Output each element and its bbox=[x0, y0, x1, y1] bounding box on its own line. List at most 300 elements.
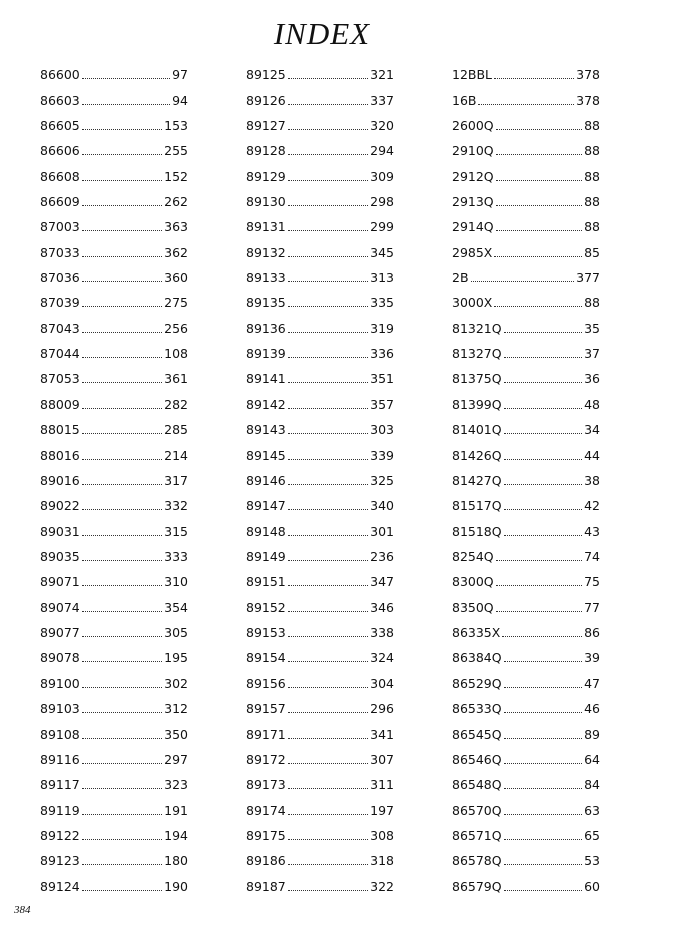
index-entry bbox=[40, 772, 188, 797]
index-entry bbox=[452, 645, 600, 670]
entry-page-number: 333 bbox=[164, 549, 188, 564]
dot-leader bbox=[494, 256, 582, 257]
entry-page-number: 108 bbox=[164, 346, 188, 362]
entry-page-number: 255 bbox=[164, 143, 188, 159]
entry-page-number: 341 bbox=[370, 726, 394, 742]
entry-page-number: 88 bbox=[584, 117, 600, 133]
entry-page-number: 297 bbox=[164, 751, 188, 767]
entry-code: 89133 bbox=[246, 270, 286, 286]
dot-leader bbox=[496, 611, 582, 612]
entry-code: 87003 bbox=[40, 219, 80, 235]
dot-leader bbox=[494, 78, 574, 79]
entry-code: 89147 bbox=[246, 498, 286, 514]
index-entry bbox=[246, 696, 394, 721]
dot-leader bbox=[504, 332, 582, 333]
dot-leader bbox=[288, 281, 368, 282]
entry-code: 89131 bbox=[246, 219, 286, 235]
index-entry bbox=[40, 620, 188, 645]
entry-code: 8254Q bbox=[452, 549, 494, 564]
entry-page-number: 357 bbox=[370, 396, 394, 412]
entry-page-number: 336 bbox=[370, 346, 394, 362]
index-entry bbox=[40, 493, 188, 518]
index-entry bbox=[40, 569, 188, 594]
entry-code: 86384Q bbox=[452, 650, 502, 666]
page-number: 384 bbox=[14, 904, 31, 916]
index-entry bbox=[246, 341, 394, 366]
entry-page-number: 282 bbox=[164, 396, 188, 412]
entry-page-number: 43 bbox=[584, 523, 600, 539]
entry-page-number: 48 bbox=[584, 396, 600, 412]
dot-leader bbox=[288, 687, 368, 688]
entry-code: 12BBL bbox=[452, 67, 493, 83]
entry-code: 89130 bbox=[246, 193, 286, 209]
entry-page-number: 321 bbox=[370, 67, 394, 83]
entry-code: 89100 bbox=[40, 675, 80, 691]
index-entry bbox=[246, 214, 394, 239]
dot-leader bbox=[82, 712, 162, 713]
index-entry bbox=[40, 645, 188, 670]
index-entry bbox=[452, 290, 600, 315]
entry-page-number: 337 bbox=[370, 92, 394, 108]
entry-code: 89141 bbox=[246, 371, 286, 387]
index-entry bbox=[246, 392, 394, 417]
entry-page-number: 313 bbox=[370, 270, 394, 286]
entry-code: 89129 bbox=[246, 168, 286, 184]
index-entry bbox=[40, 874, 188, 899]
index-entry bbox=[246, 290, 394, 315]
entry-code: 2913Q bbox=[452, 193, 494, 209]
dot-leader bbox=[504, 535, 582, 536]
dot-leader bbox=[504, 890, 582, 891]
dot-leader bbox=[82, 814, 162, 815]
index-entry bbox=[452, 468, 600, 493]
entry-code: 89186 bbox=[246, 853, 286, 869]
entry-code: 89022 bbox=[40, 498, 80, 514]
dot-leader bbox=[478, 104, 574, 105]
index-entry bbox=[40, 544, 188, 569]
entry-page-number: 301 bbox=[370, 523, 394, 539]
index-entry bbox=[40, 468, 188, 493]
entry-page-number: 256 bbox=[164, 320, 188, 336]
index-entry bbox=[452, 113, 600, 138]
index-entry bbox=[452, 138, 600, 163]
dot-leader bbox=[504, 408, 582, 409]
entry-page-number: 89 bbox=[584, 726, 600, 742]
entry-page-number: 347 bbox=[370, 574, 394, 590]
entry-page-number: 88 bbox=[584, 168, 600, 184]
index-entry bbox=[452, 163, 600, 188]
entry-code: 87043 bbox=[40, 320, 80, 336]
entry-code: 2914Q bbox=[452, 219, 494, 235]
entry-code: 89031 bbox=[40, 523, 80, 539]
index-column-1 bbox=[40, 62, 188, 899]
entry-code: 81518Q bbox=[452, 523, 502, 539]
dot-leader bbox=[288, 256, 368, 257]
index-entry bbox=[40, 341, 188, 366]
entry-code: 88009 bbox=[40, 396, 80, 412]
entry-page-number: 310 bbox=[164, 574, 188, 590]
entry-page-number: 84 bbox=[584, 777, 600, 793]
dot-leader bbox=[288, 712, 368, 713]
index-entry bbox=[246, 87, 394, 112]
entry-code: 89127 bbox=[246, 117, 286, 133]
entry-page-number: 296 bbox=[370, 701, 394, 717]
index-entry bbox=[246, 417, 394, 442]
index-entry bbox=[246, 138, 394, 163]
dot-leader bbox=[504, 687, 582, 688]
entry-code: 89074 bbox=[40, 599, 80, 615]
index-entry bbox=[452, 797, 600, 822]
index-entry bbox=[452, 392, 600, 417]
entry-code: 86608 bbox=[40, 168, 80, 184]
dot-leader bbox=[496, 560, 582, 561]
entry-page-number: 94 bbox=[172, 92, 188, 108]
entry-page-number: 308 bbox=[370, 827, 394, 843]
entry-page-number: 351 bbox=[370, 371, 394, 387]
entry-code: 81517Q bbox=[452, 498, 502, 514]
index-entry bbox=[40, 747, 188, 772]
index-entry bbox=[246, 620, 394, 645]
dot-leader bbox=[288, 484, 368, 485]
dot-leader bbox=[288, 433, 368, 434]
entry-page-number: 88 bbox=[584, 143, 600, 159]
dot-leader bbox=[288, 560, 368, 561]
index-entry bbox=[40, 62, 188, 87]
index-entry bbox=[452, 518, 600, 543]
index-entry bbox=[452, 417, 600, 442]
entry-code: 86609 bbox=[40, 193, 80, 209]
dot-leader bbox=[504, 839, 582, 840]
entry-page-number: 65 bbox=[584, 827, 600, 843]
entry-code: 86529Q bbox=[452, 675, 502, 691]
index-entry bbox=[246, 823, 394, 848]
dot-leader bbox=[288, 585, 368, 586]
entry-code: 89135 bbox=[246, 295, 286, 311]
dot-leader bbox=[82, 230, 162, 231]
entry-code: 89143 bbox=[246, 422, 286, 438]
entry-page-number: 303 bbox=[370, 422, 394, 438]
dot-leader bbox=[288, 814, 368, 815]
entry-code: 86603 bbox=[40, 92, 80, 108]
entry-code: 81375Q bbox=[452, 371, 502, 387]
dot-leader bbox=[494, 306, 582, 307]
entry-code: 86605 bbox=[40, 117, 80, 133]
dot-leader bbox=[82, 864, 162, 865]
dot-leader bbox=[82, 611, 162, 612]
entry-page-number: 36 bbox=[584, 371, 600, 387]
entry-page-number: 299 bbox=[370, 219, 394, 235]
index-entry bbox=[246, 721, 394, 746]
index-entry bbox=[40, 848, 188, 873]
dot-leader bbox=[82, 180, 162, 181]
dot-leader bbox=[82, 890, 162, 891]
index-entry bbox=[246, 595, 394, 620]
entry-code: 86578Q bbox=[452, 853, 502, 869]
index-entry bbox=[452, 772, 600, 797]
entry-code: 89171 bbox=[246, 726, 286, 742]
index-entry bbox=[246, 493, 394, 518]
entry-code: 89078 bbox=[40, 650, 80, 666]
entry-page-number: 42 bbox=[584, 498, 600, 514]
entry-page-number: 346 bbox=[370, 599, 394, 615]
dot-leader bbox=[288, 738, 368, 739]
index-entry bbox=[246, 240, 394, 265]
dot-leader bbox=[82, 357, 162, 358]
dot-leader bbox=[82, 433, 162, 434]
entry-code: 89173 bbox=[246, 777, 286, 793]
entry-page-number: 302 bbox=[164, 675, 188, 691]
entry-code: 89149 bbox=[246, 549, 286, 564]
index-column-2 bbox=[246, 62, 394, 899]
entry-code: 89119 bbox=[40, 802, 80, 818]
index-entry bbox=[40, 442, 188, 467]
entry-page-number: 360 bbox=[164, 270, 188, 286]
dot-leader bbox=[288, 535, 368, 536]
entry-code: 2910Q bbox=[452, 143, 494, 159]
index-entry bbox=[40, 721, 188, 746]
entry-page-number: 152 bbox=[164, 168, 188, 184]
entry-page-number: 88 bbox=[584, 295, 600, 311]
entry-code: 86545Q bbox=[452, 726, 502, 742]
dot-leader bbox=[504, 509, 582, 510]
entry-page-number: 340 bbox=[370, 498, 394, 514]
entry-page-number: 378 bbox=[576, 92, 600, 108]
index-entry bbox=[246, 747, 394, 772]
index-entry bbox=[246, 468, 394, 493]
entry-code: 89071 bbox=[40, 574, 80, 590]
index-entry bbox=[40, 316, 188, 341]
entry-code: 89124 bbox=[40, 878, 80, 894]
entry-page-number: 320 bbox=[370, 117, 394, 133]
dot-leader bbox=[82, 205, 162, 206]
entry-page-number: 35 bbox=[584, 320, 600, 336]
entry-page-number: 60 bbox=[584, 878, 600, 894]
index-entry bbox=[40, 366, 188, 391]
index-entry bbox=[246, 874, 394, 899]
entry-code: 81327Q bbox=[452, 346, 502, 362]
entry-code: 81426Q bbox=[452, 447, 502, 463]
dot-leader bbox=[288, 459, 368, 460]
index-entry bbox=[40, 671, 188, 696]
index-entry bbox=[40, 290, 188, 315]
index-entry bbox=[246, 189, 394, 214]
entry-page-number: 180 bbox=[164, 853, 188, 869]
entry-page-number: 262 bbox=[164, 193, 188, 209]
entry-code: 81427Q bbox=[452, 472, 502, 488]
entry-page-number: 311 bbox=[370, 777, 394, 793]
dot-leader bbox=[496, 585, 582, 586]
entry-code: 89117 bbox=[40, 777, 80, 793]
index-entry bbox=[246, 797, 394, 822]
entry-page-number: 285 bbox=[164, 422, 188, 438]
index-entry bbox=[452, 87, 600, 112]
entry-code: 89154 bbox=[246, 650, 286, 666]
entry-code: 89103 bbox=[40, 701, 80, 717]
entry-page-number: 315 bbox=[164, 523, 188, 539]
entry-code: 89116 bbox=[40, 751, 80, 767]
entry-code: 89123 bbox=[40, 853, 80, 869]
dot-leader bbox=[288, 230, 368, 231]
index-entry bbox=[40, 240, 188, 265]
index-entry bbox=[246, 671, 394, 696]
entry-code: 86548Q bbox=[452, 777, 502, 793]
dot-leader bbox=[288, 611, 368, 612]
entry-page-number: 323 bbox=[164, 777, 188, 793]
entry-code: 2600Q bbox=[452, 117, 494, 133]
index-entry bbox=[40, 797, 188, 822]
index-entry bbox=[40, 189, 188, 214]
entry-code: 2985X bbox=[452, 244, 493, 260]
entry-page-number: 275 bbox=[164, 295, 188, 311]
dot-leader bbox=[288, 788, 368, 789]
dot-leader bbox=[82, 382, 162, 383]
entry-page-number: 335 bbox=[370, 295, 394, 311]
entry-code: 86600 bbox=[40, 67, 80, 83]
entry-page-number: 77 bbox=[584, 599, 600, 615]
index-entry bbox=[40, 138, 188, 163]
index-entry bbox=[40, 696, 188, 721]
index-entry bbox=[246, 442, 394, 467]
dot-leader bbox=[82, 560, 162, 561]
entry-code: 87033 bbox=[40, 244, 80, 260]
entry-page-number: 63 bbox=[584, 802, 600, 818]
index-entry bbox=[452, 721, 600, 746]
entry-page-number: 39 bbox=[584, 650, 600, 666]
entry-code: 81321Q bbox=[452, 320, 502, 336]
entry-code: 89035 bbox=[40, 549, 80, 564]
dot-leader bbox=[502, 636, 582, 637]
entry-code: 89148 bbox=[246, 523, 286, 539]
entry-page-number: 236 bbox=[370, 549, 394, 564]
entry-code: 89187 bbox=[246, 878, 286, 894]
dot-leader bbox=[288, 154, 368, 155]
index-entry bbox=[246, 316, 394, 341]
dot-leader bbox=[82, 788, 162, 789]
dot-leader bbox=[288, 205, 368, 206]
entry-code: 86606 bbox=[40, 143, 80, 159]
dot-leader bbox=[82, 738, 162, 739]
index-entry bbox=[452, 316, 600, 341]
entry-code: 8350Q bbox=[452, 599, 494, 615]
index-entry bbox=[452, 493, 600, 518]
entry-page-number: 37 bbox=[584, 346, 600, 362]
index-entry bbox=[246, 645, 394, 670]
dot-leader bbox=[82, 256, 162, 257]
dot-leader bbox=[496, 129, 582, 130]
entry-code: 89126 bbox=[246, 92, 286, 108]
index-entry bbox=[452, 214, 600, 239]
index-entry bbox=[246, 569, 394, 594]
entry-page-number: 44 bbox=[584, 447, 600, 463]
entry-code: 89122 bbox=[40, 827, 80, 843]
entry-page-number: 317 bbox=[164, 472, 188, 488]
dot-leader bbox=[82, 408, 162, 409]
index-entry bbox=[452, 823, 600, 848]
entry-page-number: 88 bbox=[584, 219, 600, 235]
dot-leader bbox=[504, 712, 582, 713]
entry-code: 89153 bbox=[246, 625, 286, 641]
entry-page-number: 194 bbox=[164, 827, 188, 843]
entry-page-number: 53 bbox=[584, 853, 600, 869]
index-entry bbox=[452, 240, 600, 265]
dot-leader bbox=[288, 636, 368, 637]
dot-leader bbox=[82, 154, 162, 155]
entry-page-number: 318 bbox=[370, 853, 394, 869]
entry-code: 89139 bbox=[246, 346, 286, 362]
entry-page-number: 332 bbox=[164, 498, 188, 514]
entry-code: 88016 bbox=[40, 447, 80, 463]
entry-page-number: 191 bbox=[164, 802, 188, 818]
entry-page-number: 38 bbox=[584, 472, 600, 488]
dot-leader bbox=[82, 104, 170, 105]
entry-page-number: 350 bbox=[164, 726, 188, 742]
dot-leader bbox=[288, 357, 368, 358]
index-entry bbox=[246, 848, 394, 873]
entry-page-number: 322 bbox=[370, 878, 394, 894]
entry-page-number: 363 bbox=[164, 219, 188, 235]
dot-leader bbox=[82, 687, 162, 688]
entry-page-number: 88 bbox=[584, 193, 600, 209]
dot-leader bbox=[504, 814, 582, 815]
dot-leader bbox=[504, 738, 582, 739]
entry-page-number: 377 bbox=[576, 270, 600, 286]
entry-code: 3000X bbox=[452, 295, 493, 311]
index-entry bbox=[40, 87, 188, 112]
dot-leader bbox=[504, 357, 582, 358]
dot-leader bbox=[288, 104, 368, 105]
index-entry bbox=[246, 113, 394, 138]
index-entry bbox=[246, 518, 394, 543]
dot-leader bbox=[82, 484, 162, 485]
entry-code: 89145 bbox=[246, 447, 286, 463]
entry-code: 89125 bbox=[246, 67, 286, 83]
index-entry bbox=[452, 341, 600, 366]
dot-leader bbox=[82, 763, 162, 764]
entry-page-number: 74 bbox=[584, 549, 600, 564]
index-entry bbox=[452, 189, 600, 214]
index-entry bbox=[246, 772, 394, 797]
entry-code: 88015 bbox=[40, 422, 80, 438]
entry-page-number: 304 bbox=[370, 675, 394, 691]
entry-code: 89016 bbox=[40, 472, 80, 488]
index-entry bbox=[40, 518, 188, 543]
entry-page-number: 338 bbox=[370, 625, 394, 641]
entry-page-number: 46 bbox=[584, 701, 600, 717]
dot-leader bbox=[82, 459, 162, 460]
index-entry bbox=[40, 163, 188, 188]
index-entry bbox=[246, 544, 394, 569]
entry-page-number: 75 bbox=[584, 574, 600, 590]
dot-leader bbox=[82, 636, 162, 637]
dot-leader bbox=[496, 205, 582, 206]
entry-page-number: 86 bbox=[584, 625, 600, 641]
dot-leader bbox=[82, 661, 162, 662]
entry-code: 89146 bbox=[246, 472, 286, 488]
entry-page-number: 324 bbox=[370, 650, 394, 666]
entry-code: 89172 bbox=[246, 751, 286, 767]
entry-code: 89156 bbox=[246, 675, 286, 691]
entry-code: 81399Q bbox=[452, 396, 502, 412]
entry-code: 86570Q bbox=[452, 802, 502, 818]
entry-code: 86533Q bbox=[452, 701, 502, 717]
dot-leader bbox=[288, 78, 368, 79]
entry-code: 89128 bbox=[246, 143, 286, 159]
index-columns bbox=[40, 62, 600, 899]
entry-page-number: 378 bbox=[576, 67, 600, 83]
dot-leader bbox=[288, 890, 368, 891]
dot-leader bbox=[82, 332, 162, 333]
dot-leader bbox=[504, 484, 582, 485]
